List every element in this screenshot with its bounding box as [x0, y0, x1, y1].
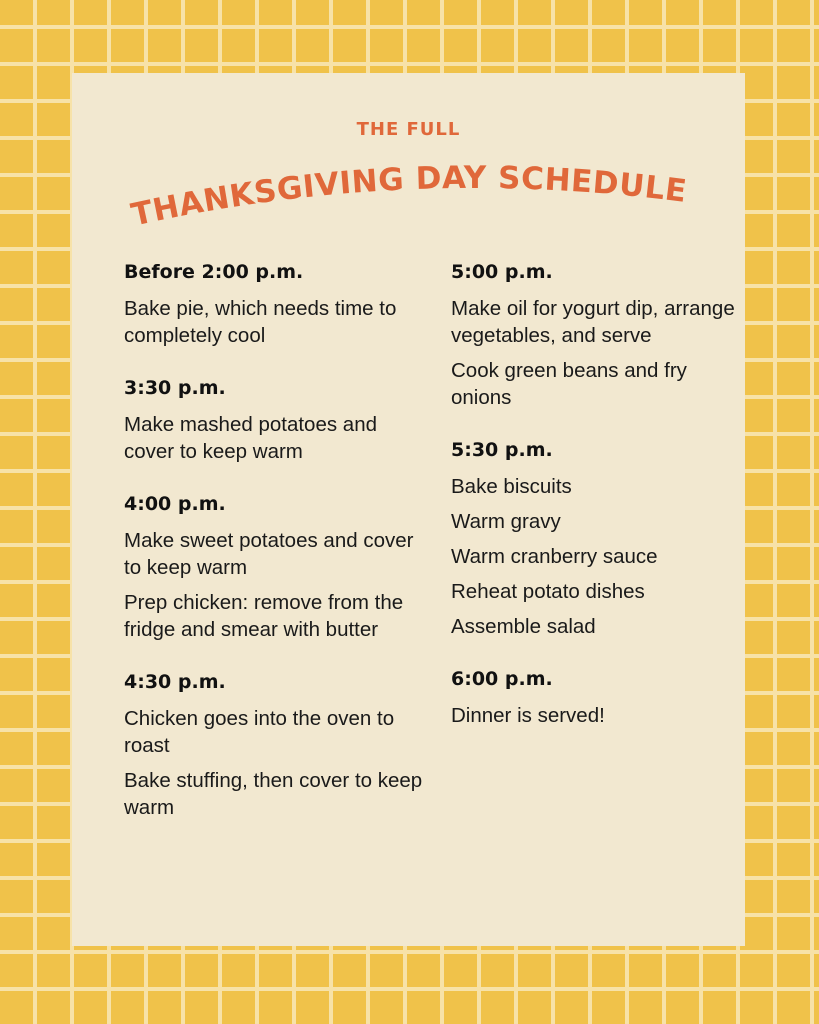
task-item: Warm cranberry sauce	[451, 545, 658, 568]
time-heading: 4:00 p.m.	[124, 493, 226, 515]
task-item: Bake pie, which needs time to completely cool	[124, 297, 397, 347]
schedule-block	[124, 491, 424, 643]
page-title: THANKSGIVING DAY SCHEDULE	[128, 160, 689, 234]
task-item: Bake biscuits	[451, 475, 572, 498]
title-arc	[72, 143, 745, 243]
task-item: Dinner is served!	[451, 704, 605, 727]
time-heading: 6:00 p.m.	[451, 668, 553, 690]
time-heading: 5:00 p.m.	[451, 261, 553, 283]
task-item: Chicken goes into the oven to roast	[124, 707, 395, 757]
time-heading: Before 2:00 p.m.	[124, 261, 304, 283]
task-item: Warm gravy	[451, 510, 561, 533]
time-heading: 3:30 p.m.	[124, 377, 226, 399]
task-item: Prep chicken: remove from the fridge and smear with butter	[124, 591, 404, 641]
task-item: Bake stuffing, then cover to keep warm	[124, 769, 423, 819]
schedule-block	[451, 437, 751, 640]
schedule-card	[72, 73, 745, 946]
schedule-block	[451, 259, 751, 411]
schedule-block	[451, 666, 751, 729]
task-item: Reheat potato dishes	[451, 580, 645, 603]
task-item: Assemble salad	[451, 615, 596, 638]
schedule-block	[124, 375, 424, 465]
task-item: Make mashed potatoes and cover to keep warm	[124, 413, 377, 463]
right-column	[451, 259, 751, 755]
time-heading: 5:30 p.m.	[451, 439, 553, 461]
schedule-block	[124, 259, 424, 349]
schedule-block	[124, 669, 424, 821]
kicker-text: THE FULL	[356, 119, 461, 140]
task-item: Make oil for yogurt dip, arrange vegetables, and serve	[451, 297, 735, 347]
task-item: Make sweet potatoes and cover to keep warm	[124, 529, 414, 579]
left-column	[124, 259, 424, 847]
task-item: Cook green beans and fry onions	[451, 359, 687, 409]
time-heading: 4:30 p.m.	[124, 671, 226, 693]
